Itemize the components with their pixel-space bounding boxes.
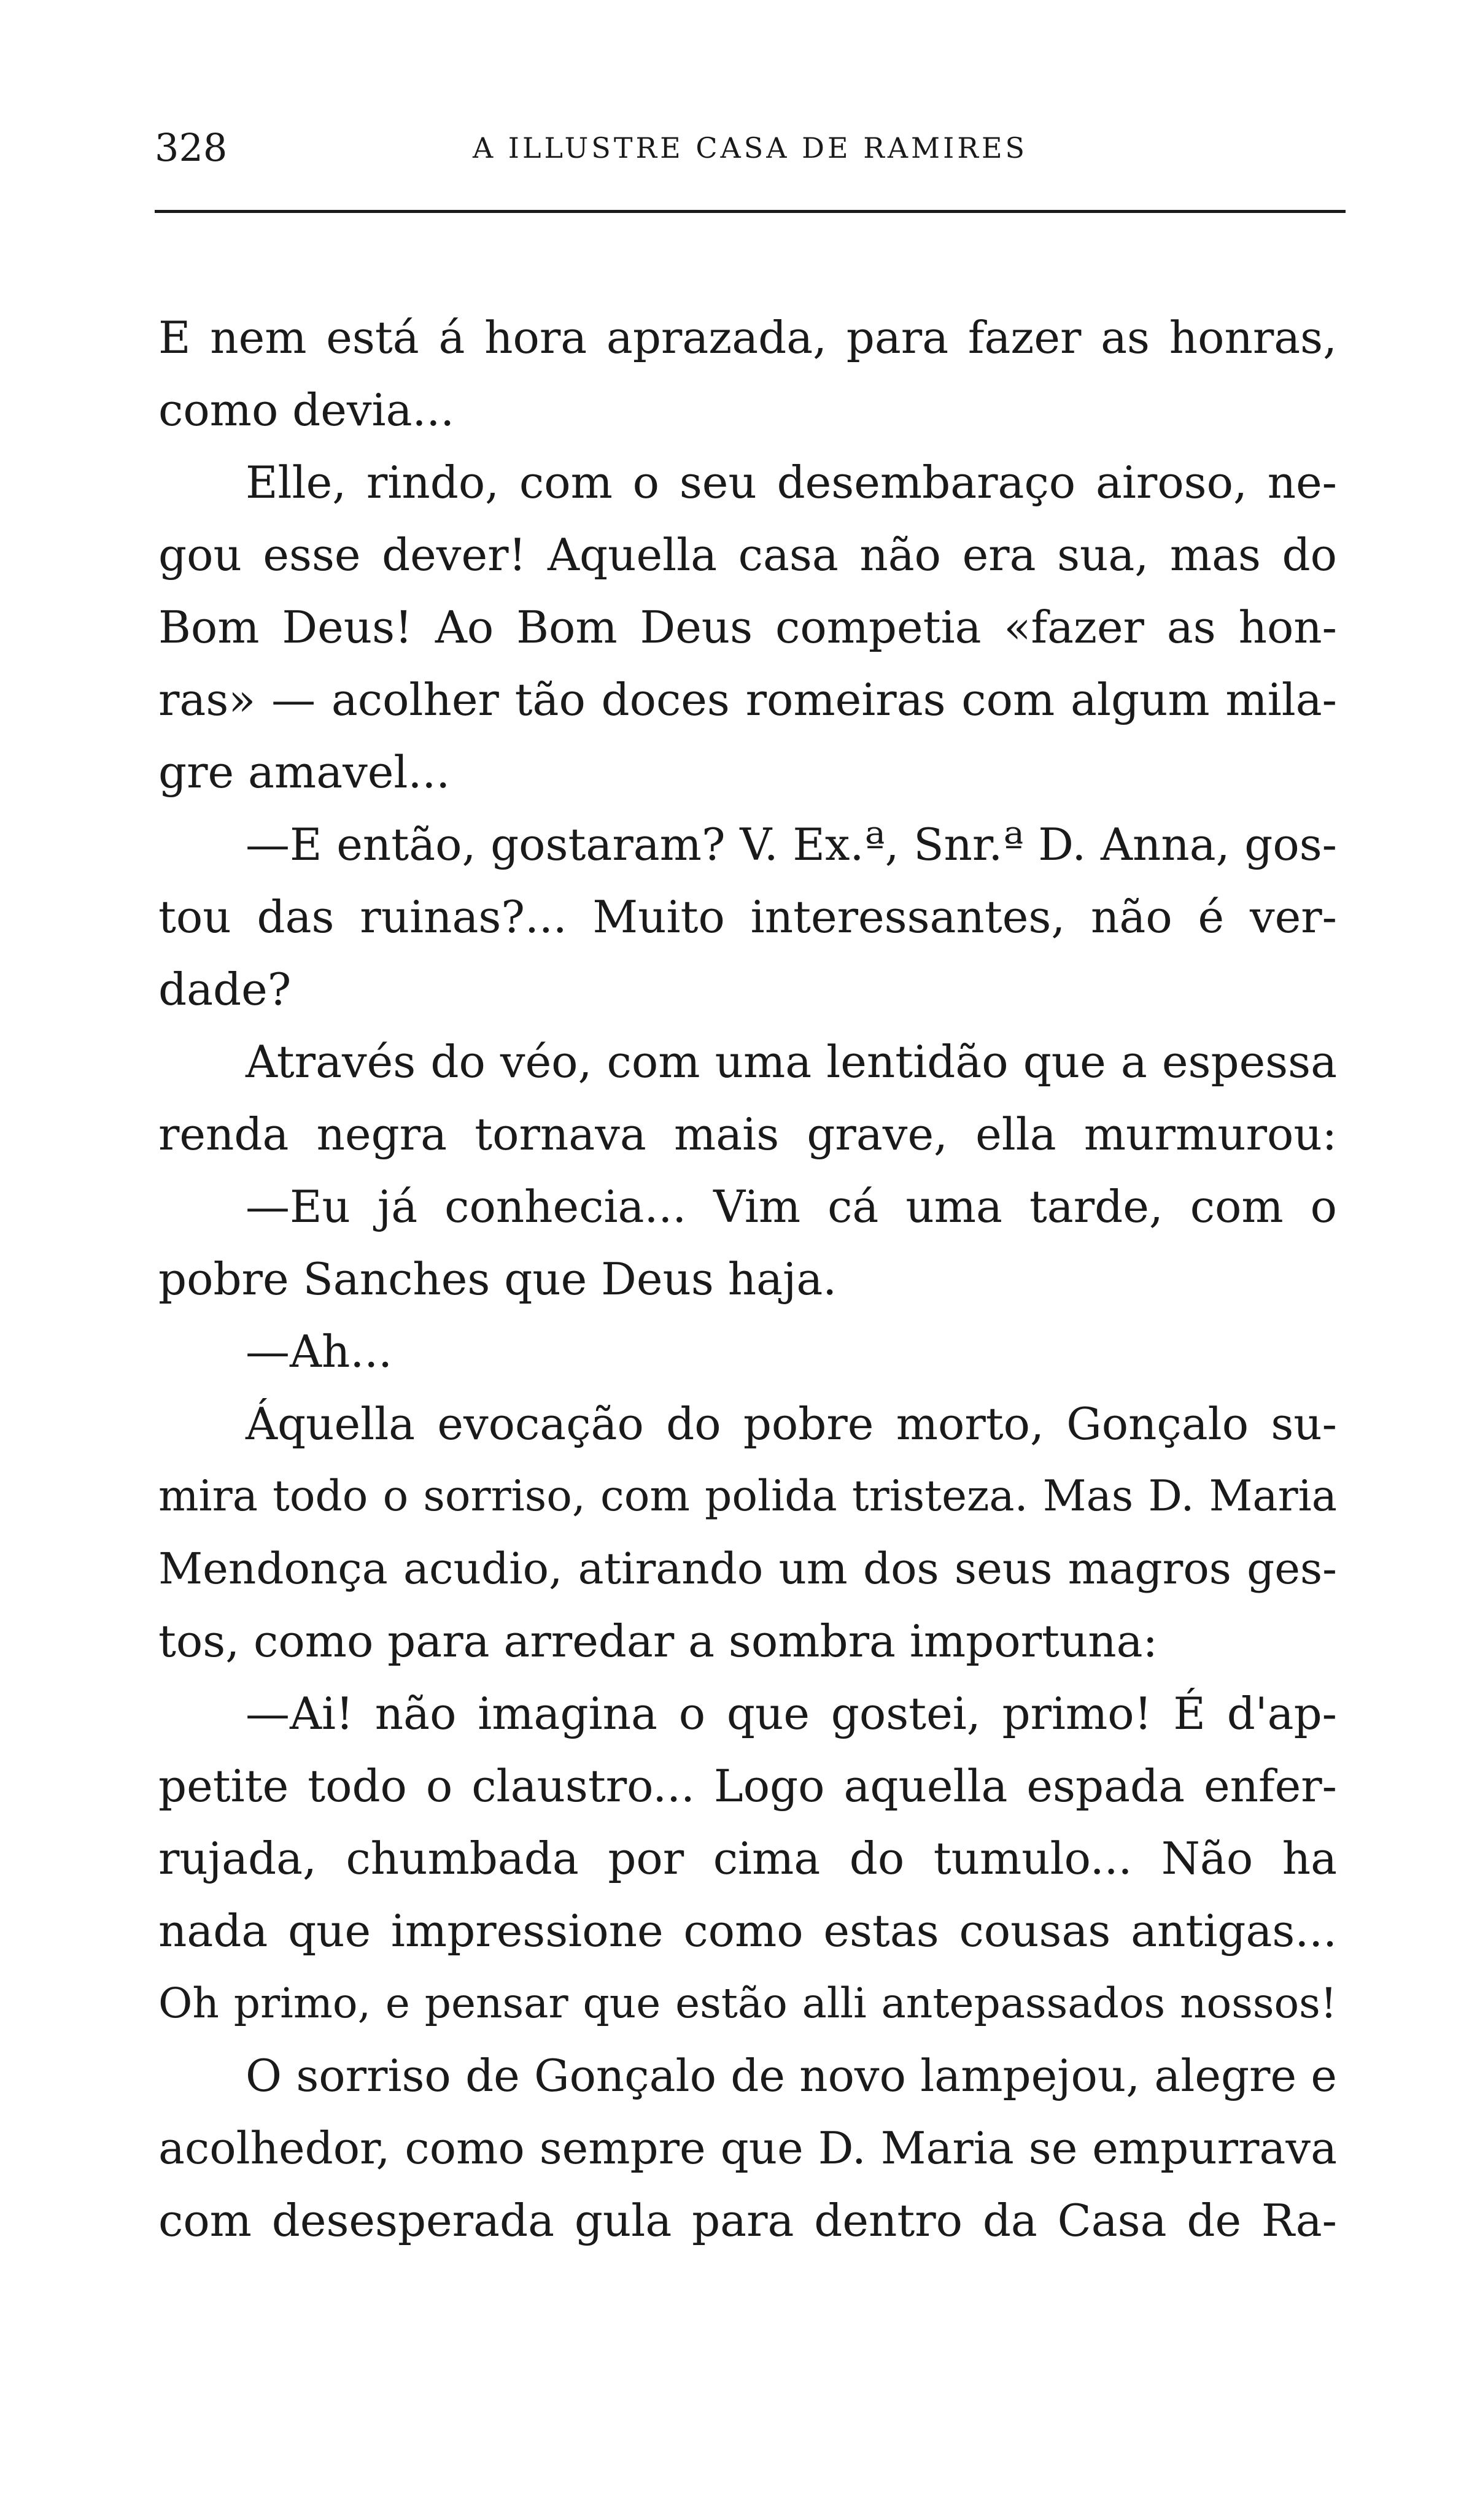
text-line: E nem está á hora aprazada, para fazer as honras, (158, 312, 1337, 363)
text-line: pobre Sanches que Deus haja. (158, 1253, 837, 1305)
text-line: Mendonça acudio, atirando um dos seus magros ges- (158, 1544, 1337, 1594)
text-line: gou esse dever! Aquella casa não era sua, mas do (158, 529, 1337, 581)
text-line: Através do véo, com uma lentidão que a espessa (246, 1036, 1337, 1088)
text-line: O sorriso de Gonçalo de novo lampejou, alegre e (246, 2050, 1337, 2101)
page-header (155, 120, 1346, 176)
running-title: A ILLUSTRE CASA DE RAMIRES (472, 131, 1028, 164)
text-line: nada que impressione como estas cousas antigas... (158, 1905, 1337, 1957)
text-line: Elle, rindo, com o seu desembaraço airoso, ne- (246, 457, 1337, 508)
text-line: renda negra tornava mais grave, ella murmurou: (158, 1108, 1337, 1160)
text-line: dade? (158, 964, 292, 1015)
text-line: ras» — acolher tão doces romeiras com algum mila- (158, 674, 1337, 725)
text-line: mira todo o sorriso, com polida tristeza. Mas D. Maria (158, 1472, 1337, 1521)
text-line: Bom Deus! Ao Bom Deus competia «fazer as hon- (158, 601, 1337, 653)
text-line: Áquella evocação do pobre morto, Gonçalo su- (246, 1398, 1337, 1450)
text-line: gre amavel... (158, 746, 451, 798)
text-line: acolhedor, como sempre que D. Maria se empurrava (158, 2122, 1337, 2174)
header-rule (155, 210, 1346, 213)
text-line: Oh primo, e pensar que estão alli antepassados nossos! (158, 1979, 1337, 2027)
text-line: —Ah... (246, 1326, 393, 1377)
text-line: rujada, chumbada por cima do tumulo... Não ha (158, 1833, 1337, 1884)
text-line: tou das ruinas?... Muito interessantes, não é ver- (158, 891, 1337, 943)
text-line: —Ai! não imagina o que gostei, primo! É d'ap- (246, 1688, 1337, 1739)
text-line: com desesperada gula para dentro da Casa de Ra- (158, 2195, 1337, 2246)
text-line: —E então, gostaram? V. Ex.ª, Snr.ª D. Anna, gos- (246, 819, 1337, 870)
text-line: tos, como para arredar a sombra importuna: (158, 1615, 1158, 1667)
page-number: 328 (155, 125, 228, 170)
text-line: como devia... (158, 384, 455, 436)
text-line: —Eu já conhecia... Vim cá uma tarde, com o (246, 1181, 1337, 1232)
text-line: petite todo o claustro... Logo aquella espada enfer- (158, 1760, 1337, 1812)
